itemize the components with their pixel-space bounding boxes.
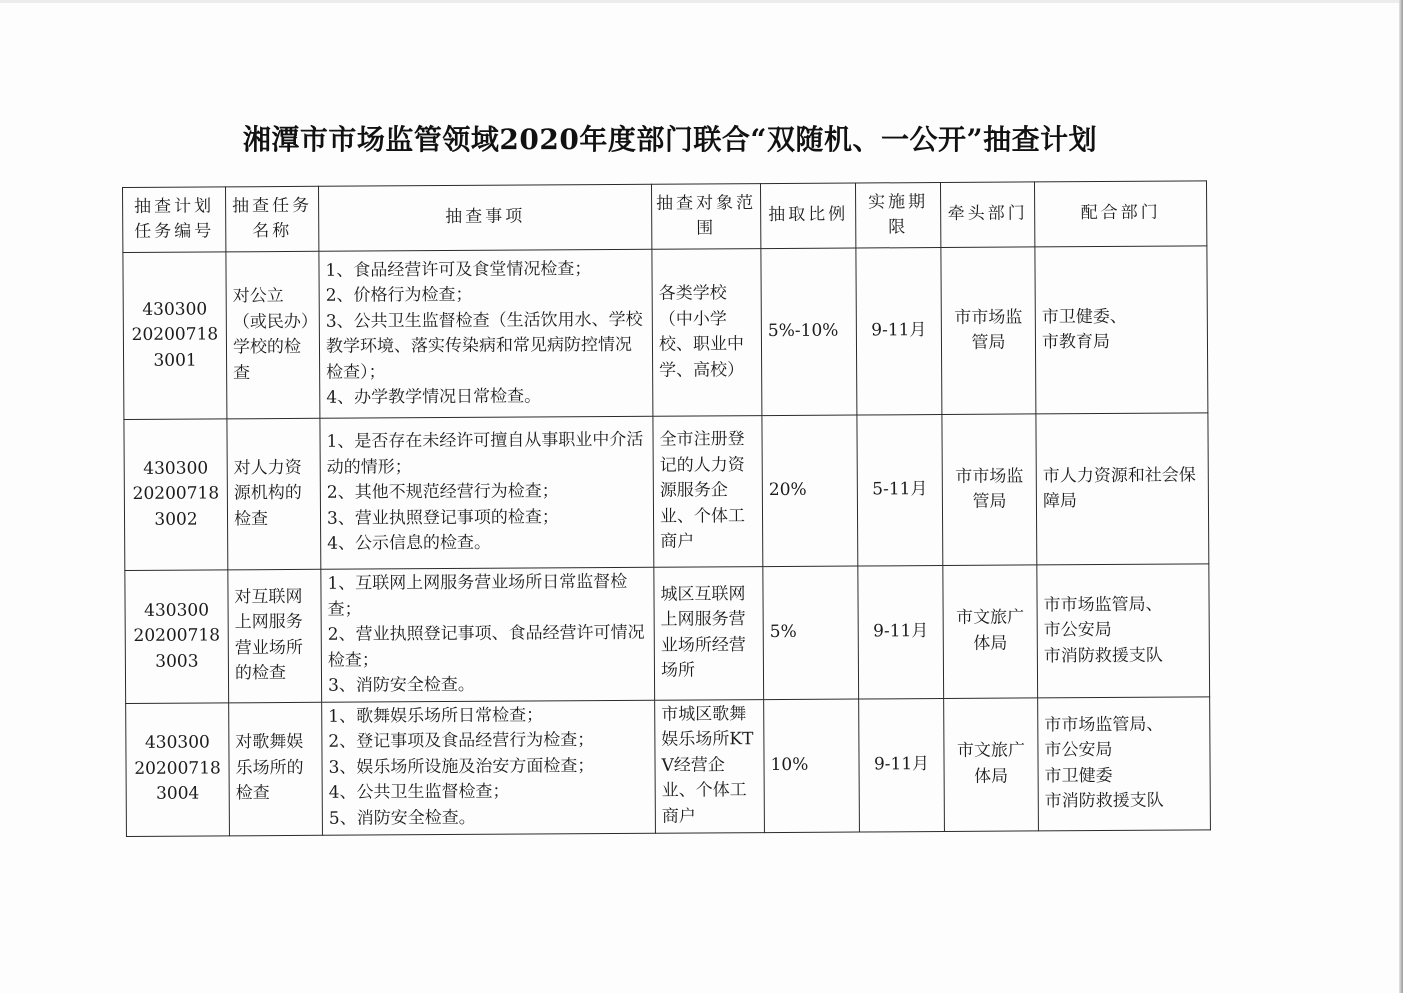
task-id-line: 430300 (144, 732, 210, 754)
task-id-line: 3004 (156, 783, 200, 805)
period-cell: 9-11月 (856, 247, 942, 415)
task-id-cell (123, 252, 227, 420)
task-id-cell (126, 702, 230, 836)
table-row (123, 246, 1208, 420)
item-line: 4、办学教学情况日常检查。 (326, 386, 542, 408)
task-name-cell: 对人力资源机构的检查 (227, 418, 321, 570)
item-line: 1、是否存在未经许可擅自从事职业中介活动的情形； (326, 430, 644, 478)
cooperate-line: 市公安局 (1044, 739, 1113, 761)
scope-cell: 全市注册登记的人力资源服务企业、个体工商户 (653, 416, 763, 568)
items-cell (320, 416, 654, 569)
header-row (123, 181, 1207, 253)
item-line: 1、歌舞娱乐场所日常检查； (328, 705, 544, 727)
cooperate-dept-cell (1038, 696, 1211, 830)
ratio-cell: 10% (764, 699, 860, 833)
page-right-edge (1399, 0, 1403, 993)
item-line: 2、登记事项及食品经营行为检查； (328, 730, 595, 752)
cooperate-line: 市人力资源和社会保障局 (1042, 464, 1196, 512)
cooperate-line: 市消防救援支队 (1044, 790, 1164, 812)
task-id-line: 20200718 (134, 758, 221, 779)
cooperate-line: 市市场监管局、 (1043, 594, 1163, 615)
cooperate-dept-cell (1036, 413, 1209, 565)
item-line: 2、价格行为检查； (325, 284, 473, 306)
task-id-line: 20200718 (132, 483, 220, 505)
document-title: 湘潭市市场监管领域2020年度部门联合“双随机、一公开”抽查计划 (242, 123, 1098, 156)
task-name-cell: 对公立（或民办）学校的检查 (226, 251, 320, 419)
table-row (124, 413, 1209, 571)
header-ratio: 抽取比例 (760, 183, 855, 249)
cooperate-line: 市教育局 (1041, 331, 1111, 353)
items-cell (321, 567, 655, 702)
task-id-line: 430300 (142, 299, 208, 320)
lead-dept-cell: 市文旅广体局 (943, 565, 1038, 698)
item-line: 3、消防安全检查。 (327, 674, 475, 696)
item-line: 3、娱乐场所设施及治安方面检查； (328, 755, 595, 778)
task-id-line: 20200718 (133, 625, 221, 646)
header-scope: 抽查对象范围 (651, 184, 760, 250)
page-top-edge (0, 0, 1403, 3)
item-line: 3、公共卫生监督检查（生活饮用水、学校教学环境、落实传染病和常见病防控情况检查）； (325, 309, 643, 383)
header-lead: 牵头部门 (940, 182, 1034, 248)
item-line: 1、互联网上网服务营业场所日常监督检查； (327, 571, 628, 620)
items-cell (319, 249, 653, 418)
ratio-cell: 5% (763, 566, 859, 699)
ratio-cell: 5%-10% (761, 248, 857, 416)
task-id-line: 430300 (144, 599, 210, 621)
scope-cell: 市城区歌舞娱乐场所KTV经营企业、个体工商户 (655, 699, 765, 833)
item-line: 4、公示信息的检查。 (327, 533, 492, 555)
header-task-name: 抽查任务名称 (226, 186, 319, 252)
table-row (125, 564, 1210, 703)
task-id-cell (125, 570, 229, 703)
lead-dept-cell: 市市场监管局 (941, 247, 1036, 415)
table-row (126, 696, 1211, 836)
lead-dept-cell: 市市场监管局 (942, 414, 1037, 566)
item-line: 5、消防安全检查。 (328, 807, 476, 829)
ratio-cell: 20% (762, 415, 858, 567)
period-cell: 9-11月 (859, 698, 945, 832)
header-cooperate: 配合部门 (1034, 181, 1206, 247)
scope-cell: 城区互联网上网服务营业场所经营场所 (654, 567, 764, 700)
cooperate-line: 市公安局 (1043, 619, 1112, 641)
period-cell: 5-11月 (857, 414, 943, 566)
scope-cell: 各类学校（中小学校、职业中学、高校） (652, 249, 762, 417)
item-line: 4、公共卫生监督检查； (328, 781, 510, 803)
header-period: 实施期限 (855, 183, 940, 249)
item-line: 3、营业执照登记事项的检查； (326, 507, 559, 529)
cooperate-dept-cell (1037, 564, 1210, 698)
task-id-line: 3003 (155, 651, 199, 672)
cooperate-line: 市消防救援支队 (1043, 645, 1163, 666)
item-line: 1、食品经营许可及食堂情况检查； (325, 258, 592, 281)
task-name-cell: 对互联网上网服务营业场所的检查 (228, 569, 322, 702)
task-id-line: 430300 (143, 458, 209, 479)
inspection-plan-table (122, 180, 1211, 836)
cooperate-line: 市卫健委、 (1041, 306, 1127, 327)
task-id-line: 3001 (153, 350, 197, 371)
task-id-cell (124, 419, 228, 571)
item-line: 2、其他不规范经营行为检查； (326, 481, 559, 504)
items-cell (322, 700, 656, 835)
task-name-cell: 对歌舞娱乐场所的检查 (229, 702, 323, 836)
header-items: 抽查事项 (318, 184, 651, 251)
header-task-id: 抽查计划任务编号 (123, 187, 226, 253)
period-cell: 9-11月 (858, 565, 944, 698)
cooperate-line: 市卫健委 (1044, 765, 1113, 786)
cooperate-line: 市市场监管局、 (1044, 714, 1164, 735)
item-line: 2、营业执照登记事项、食品经营许可情况检查； (327, 622, 645, 671)
task-id-line: 3002 (154, 509, 198, 530)
cooperate-dept-cell (1035, 246, 1208, 414)
lead-dept-cell: 市文旅广体局 (944, 697, 1039, 831)
task-id-line: 20200718 (131, 324, 219, 346)
